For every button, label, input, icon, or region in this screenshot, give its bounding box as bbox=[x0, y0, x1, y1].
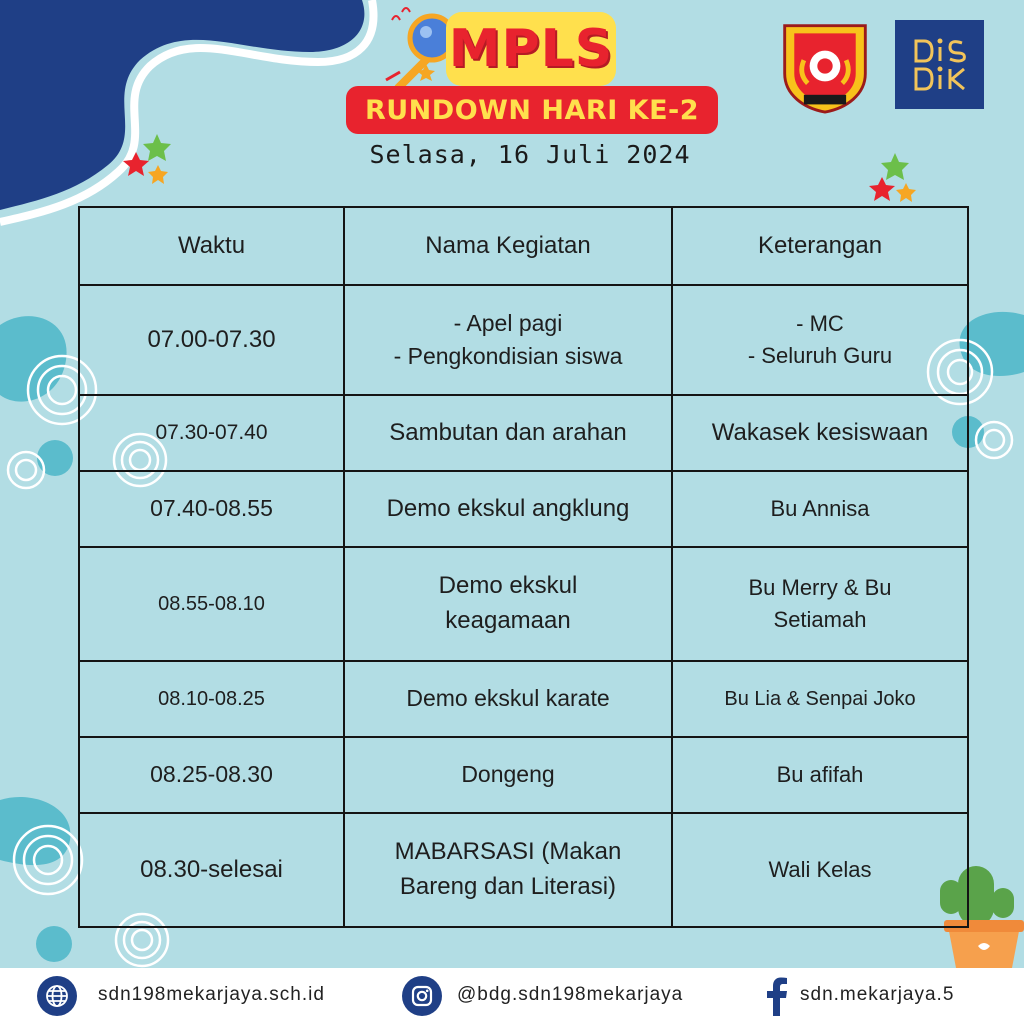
activity-cell bbox=[344, 395, 672, 471]
star-icon bbox=[896, 183, 916, 202]
activity-cell bbox=[344, 813, 672, 927]
time-cell: 07.40-08.55 bbox=[79, 471, 344, 547]
star-icon bbox=[881, 153, 909, 180]
note-cell bbox=[672, 813, 968, 927]
facebook-icon-glyph bbox=[762, 976, 790, 1016]
date-label: Selasa, 16 Juli 2024 bbox=[369, 140, 691, 169]
blob-shape bbox=[37, 440, 73, 476]
activity-line: Demo ekskul bbox=[438, 572, 578, 600]
magnifier-icon bbox=[386, 8, 454, 88]
school-logo bbox=[776, 18, 874, 114]
wave-shape bbox=[0, 0, 364, 210]
table-row bbox=[79, 661, 968, 737]
activity-line: - Apel pagi bbox=[453, 309, 563, 336]
header-waktu: Waktu bbox=[79, 207, 344, 285]
note-line: Bu Lia & Senpai Joko bbox=[724, 687, 916, 710]
note-line: - MC bbox=[796, 311, 844, 337]
note-cell bbox=[672, 737, 968, 813]
activity-line: Bareng dan Literasi) bbox=[399, 873, 617, 900]
note-line: Wakasek kesiswaan bbox=[711, 418, 929, 446]
table-row bbox=[79, 471, 968, 547]
note-line: Setiamah bbox=[773, 607, 867, 632]
time-cell: 08.10-08.25 bbox=[79, 661, 344, 737]
activity-cell bbox=[344, 547, 672, 661]
header-nama-kegiatan: Nama Kegiatan bbox=[344, 207, 672, 285]
note-line: Bu Annisa bbox=[770, 496, 870, 522]
instagram-icon bbox=[402, 976, 442, 1016]
activity-cell bbox=[344, 737, 672, 813]
disdik-logo bbox=[895, 20, 984, 109]
note-line: - Seluruh Guru bbox=[747, 343, 893, 368]
table-row bbox=[79, 285, 968, 395]
table-row bbox=[79, 395, 968, 471]
header-keterangan: Keterangan bbox=[672, 207, 968, 285]
star-icon bbox=[143, 134, 171, 161]
globe-icon bbox=[37, 976, 77, 1016]
footer-facebook-link[interactable]: sdn.mekarjaya.5 bbox=[800, 984, 955, 1005]
note-cell bbox=[672, 471, 968, 547]
instagram-icon-glyph bbox=[410, 984, 434, 1008]
table-row bbox=[79, 737, 968, 813]
activity-cell bbox=[344, 471, 672, 547]
time-cell: 08.55-08.10 bbox=[79, 547, 344, 661]
note-cell bbox=[672, 395, 968, 471]
disdik-logo-mark bbox=[910, 35, 970, 95]
globe-icon-glyph bbox=[44, 983, 70, 1009]
title-mpls: MPLS bbox=[446, 12, 616, 86]
note-line: Wali Kelas bbox=[768, 857, 872, 883]
footer-instagram-link[interactable]: @bdg.sdn198mekarjaya bbox=[457, 984, 684, 1005]
time-cell: 07.00-07.30 bbox=[79, 285, 344, 395]
blob-shape bbox=[36, 926, 72, 962]
footer-website-link[interactable]: sdn198mekarjaya.sch.id bbox=[98, 984, 325, 1005]
activity-line: Sambutan dan arahan bbox=[389, 418, 627, 446]
star-icon bbox=[869, 177, 895, 201]
time-cell: 08.30-selesai bbox=[79, 813, 344, 927]
activity-cell bbox=[344, 285, 672, 395]
note-cell bbox=[672, 547, 968, 661]
activity-line: MABARSASI (Makan bbox=[394, 838, 622, 866]
star-icon bbox=[148, 165, 168, 184]
facebook-icon bbox=[762, 976, 790, 1016]
blob-shape bbox=[0, 316, 67, 401]
title-rundown: RUNDOWN HARI KE-2 bbox=[346, 86, 718, 134]
table-row bbox=[79, 547, 968, 661]
activity-line: Demo ekskul angklung bbox=[386, 494, 630, 522]
activity-line: - Pengkondisian siswa bbox=[393, 343, 623, 369]
activity-line: Dongeng bbox=[461, 761, 555, 788]
note-line: Bu Merry & Bu bbox=[748, 575, 892, 601]
activity-cell bbox=[344, 661, 672, 737]
note-cell bbox=[672, 285, 968, 395]
activity-line: keagamaan bbox=[445, 607, 571, 634]
note-line: Bu afifah bbox=[776, 762, 864, 788]
time-cell: 07.30-07.40 bbox=[79, 395, 344, 471]
note-cell bbox=[672, 661, 968, 737]
table-row bbox=[79, 813, 968, 927]
activity-line: Demo ekskul karate bbox=[406, 685, 610, 712]
table-header-row bbox=[79, 207, 968, 285]
time-cell: 08.25-08.30 bbox=[79, 737, 344, 813]
rundown-table bbox=[78, 206, 969, 928]
